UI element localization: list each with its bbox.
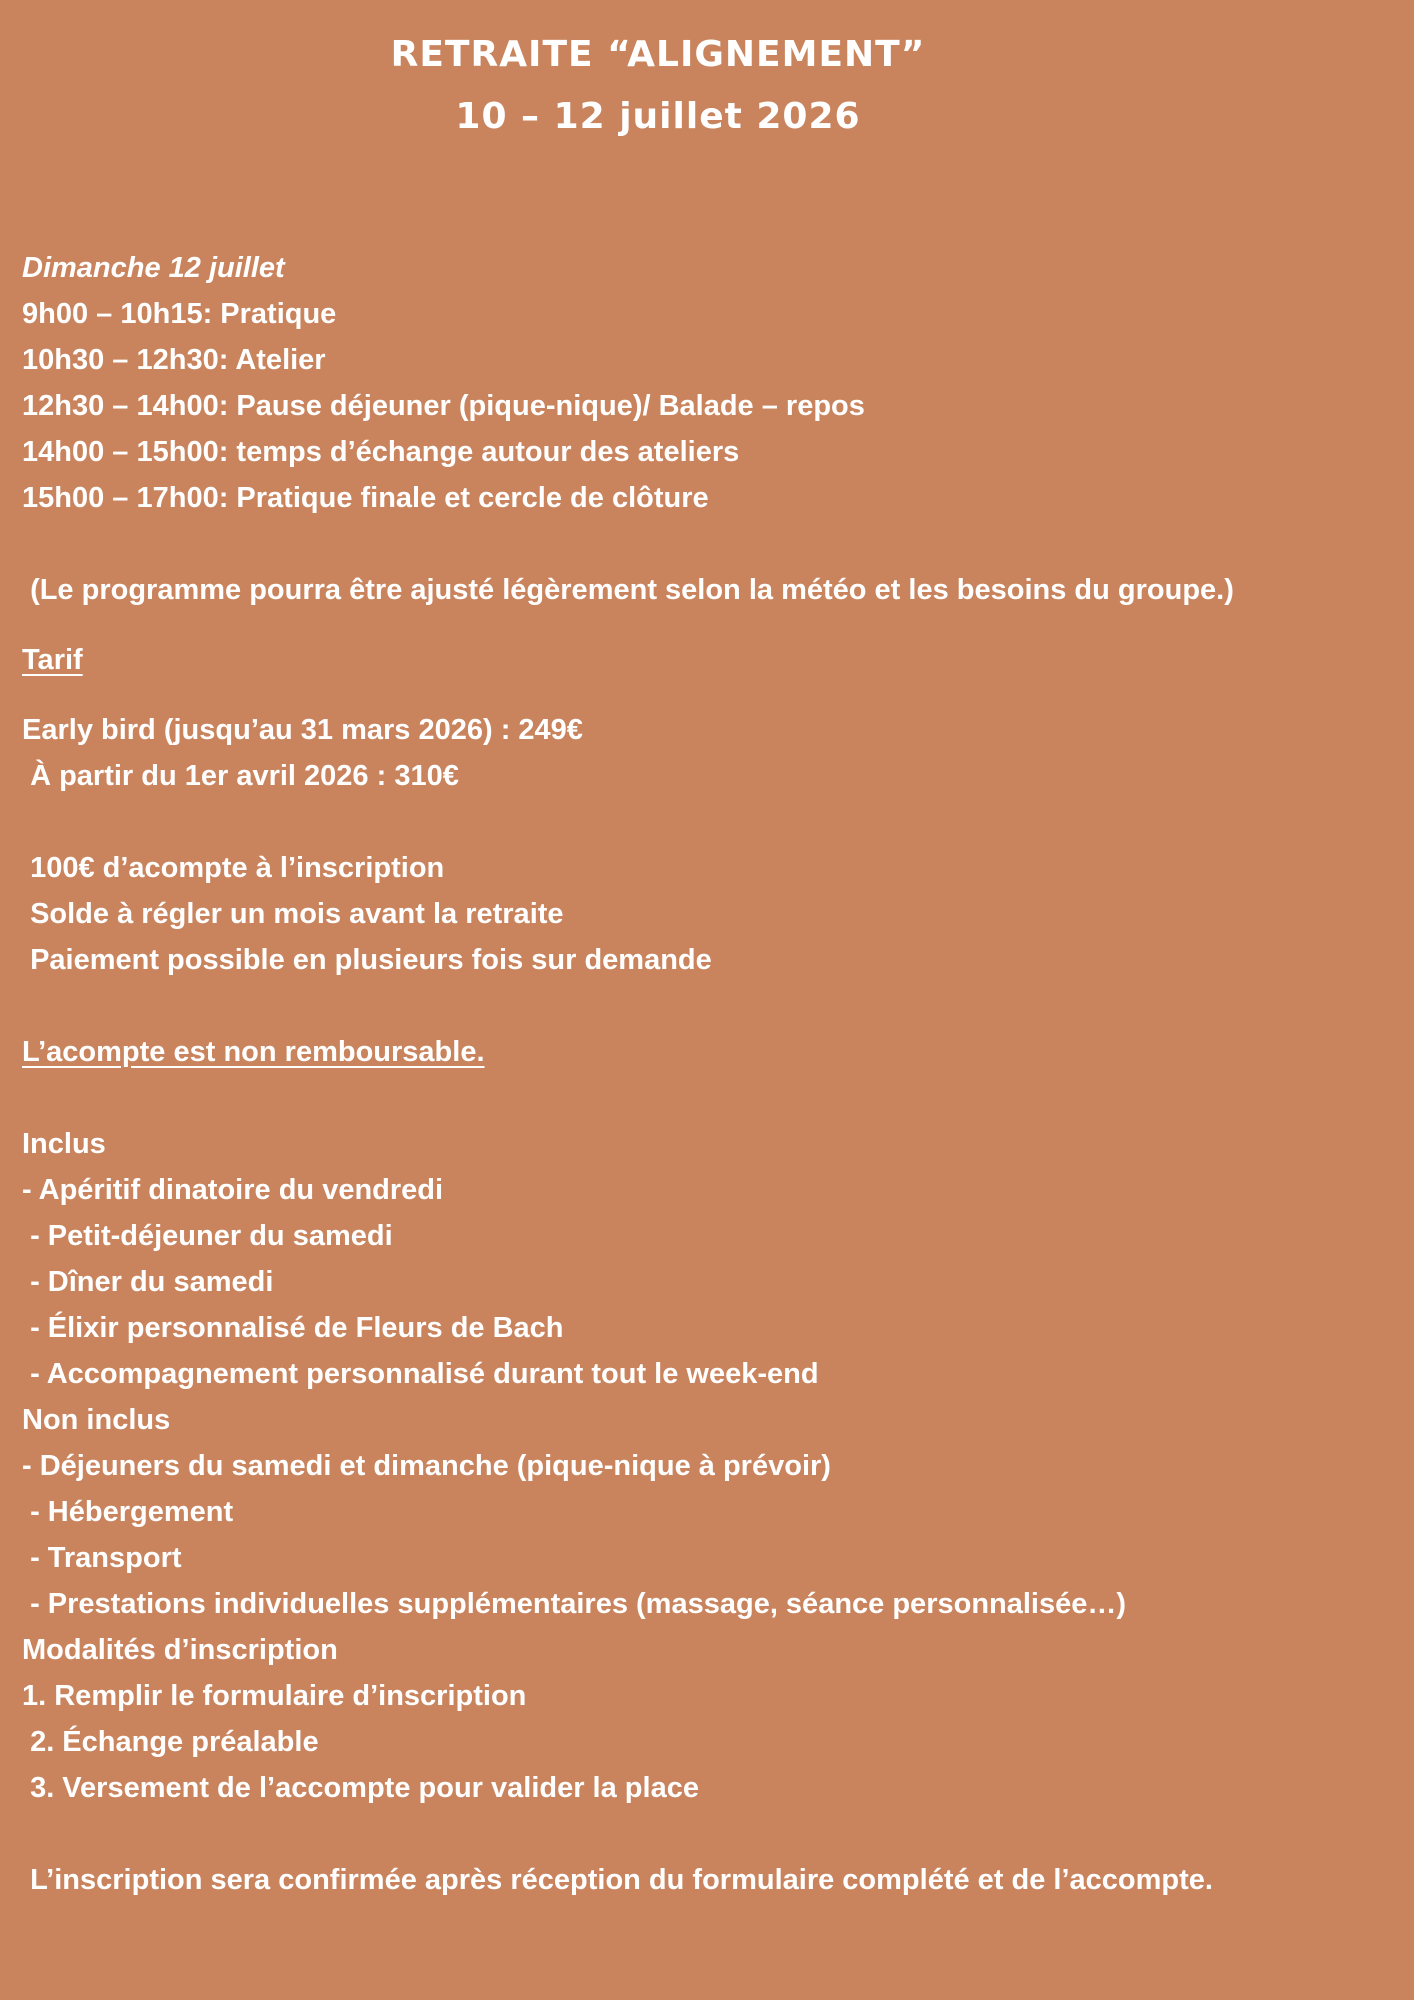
blank-line xyxy=(22,1075,1394,1121)
text-line: 15h00 – 17h00: Pratique finale et cercle de clôture xyxy=(22,482,709,514)
text-line: - Prestations individuelles supplémentaires (massage, séance personnalisée…) xyxy=(22,1588,1127,1620)
text-line: - Dîner du samedi xyxy=(22,1266,274,1298)
retreat-dates: 10 – 12 juillet 2026 xyxy=(455,96,861,137)
text-line: 2. Échange préalable xyxy=(22,1726,319,1758)
blank-line xyxy=(22,983,1394,1029)
text-line: - Apéritif dinatoire du vendredi xyxy=(22,1174,444,1206)
blank-line xyxy=(22,799,1394,845)
text-line: - Hébergement xyxy=(22,1496,234,1528)
text-line: À partir du 1er avril 2026 : 310€ xyxy=(22,760,459,792)
text-line: Tarif xyxy=(22,644,83,676)
text-line: 10h30 – 12h30: Atelier xyxy=(22,344,326,376)
text-line: - Petit-déjeuner du samedi xyxy=(22,1220,393,1252)
text-line: Dimanche 12 juillet xyxy=(22,252,285,284)
text-line: 12h30 – 14h00: Pause déjeuner (pique-nique)/ Balade – repos xyxy=(22,390,865,422)
text-line: Inclus xyxy=(22,1128,106,1160)
text-line: 9h00 – 10h15: Pratique xyxy=(22,298,337,330)
program-content xyxy=(22,245,1394,1903)
page-title: RETRAITE “ALIGNEMENT” xyxy=(390,34,926,75)
text-line: Modalités d’inscription xyxy=(22,1634,338,1666)
text-line: L’inscription sera confirmée après réception du formulaire complété et de l’accompte. xyxy=(22,1864,1213,1896)
text-line: 3. Versement de l’accompte pour valider la place xyxy=(22,1772,699,1804)
blank-line xyxy=(22,1811,1394,1857)
text-line: Non inclus xyxy=(22,1404,171,1436)
header xyxy=(0,24,1316,148)
blank-line xyxy=(22,521,1394,567)
text-line: Early bird (jusqu’au 31 mars 2026) : 249€ xyxy=(22,714,583,746)
text-line: 100€ d’acompte à l’inscription xyxy=(22,852,445,884)
text-line: Paiement possible en plusieurs fois sur demande xyxy=(22,944,712,976)
text-line: - Transport xyxy=(22,1542,182,1574)
text-line: L’acompte est non remboursable. xyxy=(22,1036,485,1068)
text-line: Solde à régler un mois avant la retraite xyxy=(22,898,564,930)
text-line: 1. Remplir le formulaire d’inscription xyxy=(22,1680,527,1712)
text-line: - Déjeuners du samedi et dimanche (pique-nique à prévoir) xyxy=(22,1450,831,1482)
text-line: - Élixir personnalisé de Fleurs de Bach xyxy=(22,1312,564,1344)
text-line: (Le programme pourra être ajusté légèrement selon la météo et les besoins du groupe.) xyxy=(22,574,1234,606)
text-line: - Accompagnement personnalisé durant tout le week-end xyxy=(22,1358,819,1390)
text-line: 14h00 – 15h00: temps d’échange autour des ateliers xyxy=(22,436,740,468)
